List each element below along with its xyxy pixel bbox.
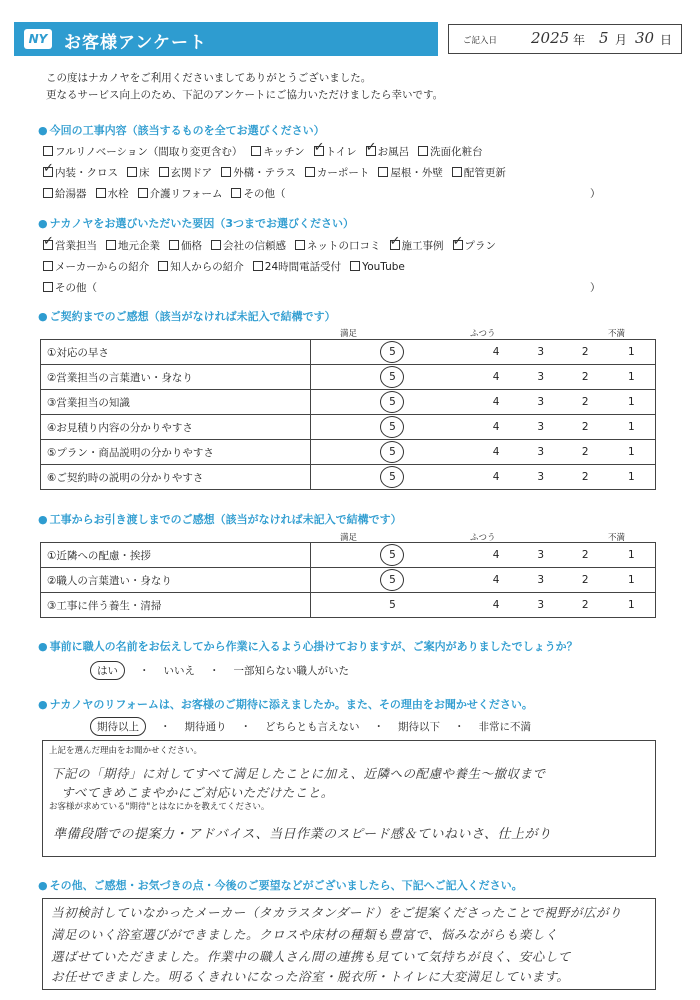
rating-value: 1 bbox=[627, 346, 635, 358]
checkbox-label: 内装・クロス bbox=[55, 167, 118, 179]
checkbox-option[interactable] bbox=[43, 165, 118, 180]
rating-value: 2 bbox=[581, 371, 589, 383]
rating-cell[interactable] bbox=[311, 543, 474, 568]
rating-cell[interactable] bbox=[563, 440, 608, 465]
rating-cell[interactable] bbox=[608, 340, 656, 365]
answer-option[interactable]: 一部知らない職人がいた bbox=[233, 665, 349, 677]
q2-row bbox=[43, 259, 414, 274]
date-day-unit: 日 bbox=[660, 33, 673, 47]
rating-cell[interactable] bbox=[608, 440, 656, 465]
checkbox[interactable] bbox=[253, 261, 263, 271]
checkbox-label: キッチン bbox=[263, 146, 305, 158]
contract-rating-table bbox=[40, 339, 656, 490]
checkbox-option[interactable] bbox=[378, 165, 443, 180]
rating-cell[interactable] bbox=[474, 568, 519, 593]
company-logo: NY bbox=[24, 29, 52, 49]
rating-cell[interactable] bbox=[518, 543, 563, 568]
checkbox-label: メーカーからの紹介 bbox=[55, 261, 150, 273]
rating-value: 5 bbox=[380, 544, 404, 566]
rating-item-label: ②職人の言葉遣い・身なり bbox=[41, 568, 311, 593]
checkbox-option[interactable] bbox=[43, 238, 97, 253]
rating-cell[interactable] bbox=[311, 415, 474, 440]
rating-item-label: ①対応の早さ bbox=[41, 340, 311, 365]
checkbox[interactable] bbox=[350, 261, 360, 271]
checkbox-option[interactable] bbox=[169, 238, 202, 253]
rating-cell[interactable] bbox=[518, 568, 563, 593]
rating-cell[interactable] bbox=[474, 390, 519, 415]
checkbox-option[interactable] bbox=[452, 165, 506, 180]
checkbox-label: ネットの口コミ bbox=[307, 240, 381, 252]
rating-cell[interactable] bbox=[608, 593, 656, 618]
checkbox-option[interactable] bbox=[253, 259, 341, 274]
checkbox-option[interactable] bbox=[43, 280, 97, 295]
section-construction-rating-title: ● 工事からお引き渡しまでのご感想（該当がなければ未記入で結構です） bbox=[38, 511, 402, 527]
rating-cell[interactable] bbox=[311, 440, 474, 465]
rating-item-label: ③営業担当の知識 bbox=[41, 390, 311, 415]
rating-cell[interactable] bbox=[608, 568, 656, 593]
construction-rating-table bbox=[40, 542, 656, 618]
rating-item-label: ④お見積り内容の分かりやすさ bbox=[41, 415, 311, 440]
rating-cell[interactable] bbox=[563, 340, 608, 365]
rating-value: 4 bbox=[492, 471, 500, 483]
rating-value: 1 bbox=[627, 396, 635, 408]
scale-mid: ふつう bbox=[470, 533, 496, 543]
checkbox[interactable] bbox=[378, 167, 388, 177]
checkbox-label: 営業担当 bbox=[55, 240, 97, 252]
checkbox-option[interactable] bbox=[127, 165, 150, 180]
checkbox-option[interactable] bbox=[305, 165, 370, 180]
rating-cell[interactable] bbox=[474, 340, 519, 365]
checkbox[interactable] bbox=[295, 240, 305, 250]
rating-row bbox=[41, 365, 656, 390]
rating-cell[interactable] bbox=[311, 568, 474, 593]
option-separator: ・ bbox=[139, 665, 150, 677]
rating-cell[interactable] bbox=[518, 415, 563, 440]
checkbox-option[interactable] bbox=[96, 186, 129, 201]
date-field[interactable] bbox=[448, 24, 682, 54]
rating-cell[interactable] bbox=[608, 365, 656, 390]
checkbox-label: YouTube bbox=[362, 261, 405, 273]
rating-value: 3 bbox=[537, 396, 545, 408]
checkbox[interactable] bbox=[366, 146, 376, 156]
rating-cell[interactable] bbox=[518, 365, 563, 390]
checkbox-option[interactable] bbox=[138, 186, 223, 201]
checkbox-label: 価格 bbox=[181, 240, 202, 252]
checkbox-option[interactable] bbox=[158, 259, 244, 274]
rating-cell[interactable] bbox=[474, 543, 519, 568]
checkbox[interactable] bbox=[390, 240, 400, 250]
rating-row bbox=[41, 390, 656, 415]
rating-value: 1 bbox=[627, 549, 635, 561]
intro-line: この度はナカノヤをご利用くださいましてありがとうございました。 bbox=[46, 72, 372, 84]
scale-mid: ふつう bbox=[470, 329, 496, 339]
rating-cell[interactable] bbox=[518, 593, 563, 618]
rating-cell[interactable] bbox=[474, 365, 519, 390]
section-comments-title: ● その他、ご感想・お気づきの点・今後のご要望などがございましたら、下記へご記入ください。 bbox=[38, 877, 523, 893]
rating-row bbox=[41, 415, 656, 440]
rating-row bbox=[41, 440, 656, 465]
checkbox[interactable] bbox=[221, 167, 231, 177]
checkbox[interactable] bbox=[231, 188, 241, 198]
rating-value: 5 bbox=[380, 391, 404, 413]
comment-line: お任せできました。明るくきれいになった浴室・脱衣所・トイレに大変満足しています。 bbox=[51, 969, 570, 984]
rating-cell[interactable] bbox=[311, 340, 474, 365]
date-label: ご記入日 bbox=[463, 36, 498, 46]
intro-text bbox=[46, 70, 443, 104]
rating-cell[interactable] bbox=[474, 415, 519, 440]
rating-value: 1 bbox=[627, 371, 635, 383]
rating-cell[interactable] bbox=[518, 465, 563, 490]
checkbox-option[interactable] bbox=[350, 261, 405, 273]
checkbox-option[interactable] bbox=[390, 238, 444, 253]
answer-option[interactable]: どちらとも言えない bbox=[265, 721, 360, 733]
rating-cell[interactable] bbox=[608, 465, 656, 490]
reason-label: 上記を選んだ理由をお聞かせください。 bbox=[49, 746, 203, 756]
answer-option[interactable]: いいえ bbox=[163, 665, 195, 677]
checkbox-label: 玄関ドア bbox=[170, 167, 213, 179]
rating-value: 2 bbox=[581, 346, 589, 358]
checkbox[interactable] bbox=[314, 146, 324, 156]
rating-value: 2 bbox=[581, 446, 589, 458]
rating-value: 5 bbox=[380, 366, 404, 388]
checkbox-label: 介護リフォーム bbox=[149, 188, 223, 200]
checkbox-label: 会社の信頼感 bbox=[223, 240, 286, 252]
checkbox-option[interactable] bbox=[295, 238, 381, 253]
checkbox[interactable] bbox=[453, 240, 463, 250]
rating-value: 2 bbox=[581, 471, 589, 483]
reason-text-line: すべてきめこまやかにご対応いただけたこと。 bbox=[61, 785, 334, 800]
option-separator: ・ bbox=[373, 721, 384, 733]
checkbox-option[interactable] bbox=[159, 165, 213, 180]
q5-options bbox=[90, 661, 363, 680]
date-day: 30 bbox=[635, 29, 655, 47]
checkbox-label: 外構・テラス bbox=[233, 167, 296, 179]
checkbox-option[interactable] bbox=[211, 238, 286, 253]
rating-item-label: ②営業担当の言葉遣い・身なり bbox=[41, 365, 311, 390]
rating-cell[interactable] bbox=[563, 390, 608, 415]
rating-value: 1 bbox=[627, 446, 635, 458]
rating-value: 3 bbox=[537, 471, 545, 483]
checkbox[interactable] bbox=[106, 240, 116, 250]
rating-cell[interactable] bbox=[563, 543, 608, 568]
rating-value: 3 bbox=[537, 446, 545, 458]
checkbox-label: 給湯器 bbox=[55, 188, 87, 200]
header bbox=[0, 22, 700, 56]
rating-value: 5 bbox=[389, 599, 396, 611]
checkbox[interactable] bbox=[452, 167, 462, 177]
checkbox-option[interactable] bbox=[43, 259, 149, 274]
option-separator: ・ bbox=[454, 721, 465, 733]
checkbox-option[interactable] bbox=[231, 186, 285, 201]
checkbox[interactable] bbox=[96, 188, 106, 198]
section-reasons-title: ● ナカノヤをお選びいただいた要因（3つまでお選びください） bbox=[38, 215, 354, 231]
rating-cell[interactable] bbox=[518, 340, 563, 365]
rating-value: 5 bbox=[380, 416, 404, 438]
rating-value: 3 bbox=[537, 346, 545, 358]
checkbox-option[interactable] bbox=[106, 238, 160, 253]
rating-value: 4 bbox=[492, 346, 500, 358]
rating-value: 3 bbox=[537, 599, 545, 611]
scale-high: 満足 bbox=[340, 329, 358, 339]
q1-row bbox=[43, 165, 515, 180]
q1-row bbox=[43, 186, 294, 201]
option-separator: ・ bbox=[209, 665, 220, 677]
checkbox-option[interactable] bbox=[453, 238, 497, 253]
rating-cell[interactable] bbox=[563, 568, 608, 593]
page-title: お客様アンケート bbox=[64, 33, 207, 53]
reason-box[interactable] bbox=[42, 740, 656, 857]
rating-value: 2 bbox=[581, 599, 589, 611]
scale-low: 不満 bbox=[608, 329, 626, 339]
rating-cell[interactable] bbox=[474, 593, 519, 618]
answer-option[interactable]: 非常に不満 bbox=[478, 721, 531, 733]
rating-item-label: ⑤プラン・商品説明の分かりやすさ bbox=[41, 440, 311, 465]
answer-option[interactable]: 期待通り bbox=[184, 721, 227, 733]
rating-value: 2 bbox=[581, 421, 589, 433]
rating-item-label: ①近隣への配慮・挨拶 bbox=[41, 543, 311, 568]
checkbox-label: 屋根・外壁 bbox=[390, 167, 443, 179]
section-contract-title: ● ご契約までのご感想（該当がなければ未記入で結構です） bbox=[38, 308, 336, 324]
checkbox-option[interactable] bbox=[314, 144, 357, 159]
checkbox-label: 洗面化粧台 bbox=[430, 146, 483, 158]
rating-value: 1 bbox=[627, 421, 635, 433]
rating-cell[interactable] bbox=[311, 390, 474, 415]
rating-value: 4 bbox=[492, 549, 500, 561]
checkbox[interactable] bbox=[158, 261, 168, 271]
answer-option[interactable]: 期待以下 bbox=[398, 721, 440, 733]
rating-value: 4 bbox=[492, 446, 500, 458]
rating-row bbox=[41, 543, 656, 568]
section-craftsman-title: ● 事前に職人の名前をお伝えしてから作業に入るよう心掛けておりますが、ご案内がありましたでしょうか？ bbox=[38, 638, 578, 654]
rating-value: 5 bbox=[380, 341, 404, 363]
q1-close-paren: ） bbox=[590, 188, 601, 200]
rating-value: 1 bbox=[627, 471, 635, 483]
section-construction-title: ● 今回の工事内容（該当するものを全てお選びください） bbox=[38, 122, 325, 138]
rating-cell[interactable] bbox=[563, 465, 608, 490]
q2-close-paren: ） bbox=[590, 282, 601, 294]
rating-row bbox=[41, 568, 656, 593]
title-bar bbox=[14, 22, 438, 56]
checkbox[interactable] bbox=[43, 146, 53, 156]
checkbox-label: 地元企業 bbox=[118, 240, 160, 252]
q2-row bbox=[43, 280, 106, 295]
q1-row bbox=[43, 144, 492, 159]
comments-box[interactable] bbox=[42, 898, 656, 990]
answer-option[interactable]: はい bbox=[90, 661, 125, 680]
checkbox[interactable] bbox=[169, 240, 179, 250]
rating-row bbox=[41, 465, 656, 490]
checkbox[interactable] bbox=[43, 188, 53, 198]
checkbox-label: プラン bbox=[464, 240, 496, 252]
rating-cell[interactable] bbox=[518, 440, 563, 465]
checkbox-label: 床 bbox=[139, 167, 150, 179]
section-expectation-title: ● ナカノヤのリフォームは、お客様のご期待に添えましたか。また、その理由をお聞かせください。 bbox=[38, 696, 533, 712]
rating-row bbox=[41, 593, 656, 618]
rating-cell[interactable] bbox=[608, 415, 656, 440]
rating-value: 3 bbox=[537, 549, 545, 561]
rating-value: 2 bbox=[581, 549, 589, 561]
comment-line: 当初検討していなかったメーカー（タカラスタンダード）をご提案くださったことで視野が広がり bbox=[51, 905, 622, 920]
rating-item-label: ⑥ご契約時の説明の分かりやすさ bbox=[41, 465, 311, 490]
rating-cell[interactable] bbox=[311, 593, 474, 618]
rating-cell[interactable] bbox=[311, 465, 474, 490]
rating-value: 4 bbox=[492, 599, 500, 611]
expectation-label: お客様が求めている"期待"とはなにかを教えてください。 bbox=[49, 802, 270, 812]
rating-value: 5 bbox=[380, 441, 404, 463]
checkbox-option[interactable] bbox=[43, 186, 87, 201]
checkbox[interactable] bbox=[305, 167, 315, 177]
date-month-unit: 月 bbox=[615, 33, 628, 47]
q2-row bbox=[43, 238, 505, 253]
rating-cell[interactable] bbox=[563, 365, 608, 390]
checkbox[interactable] bbox=[43, 282, 53, 292]
option-separator: ・ bbox=[240, 721, 251, 733]
checkbox-label: トイレ bbox=[325, 146, 357, 158]
checkbox[interactable] bbox=[43, 167, 53, 177]
checkbox-label: 知人からの紹介 bbox=[170, 261, 244, 273]
checkbox[interactable] bbox=[127, 167, 137, 177]
checkbox[interactable] bbox=[138, 188, 148, 198]
scale-low: 不満 bbox=[608, 533, 626, 543]
rating-cell[interactable] bbox=[474, 440, 519, 465]
comment-line: 選ばせていただきました。作業中の職人さん間の連携も見ていて気持ちが良く、安心して bbox=[51, 949, 571, 964]
rating-row bbox=[41, 340, 656, 365]
checkbox-option[interactable] bbox=[418, 144, 483, 159]
rating-cell[interactable] bbox=[518, 390, 563, 415]
date-year-unit: 年 bbox=[573, 33, 586, 47]
rating-value: 4 bbox=[492, 396, 500, 408]
checkbox-option[interactable] bbox=[366, 144, 410, 159]
rating-value: 1 bbox=[627, 574, 635, 586]
rating-cell[interactable] bbox=[563, 415, 608, 440]
q6-options bbox=[90, 717, 545, 736]
checkbox-label: その他（ bbox=[55, 282, 97, 294]
checkbox-label: フルリノベーション（間取り変更含む） bbox=[55, 146, 243, 158]
rating-value: 1 bbox=[627, 599, 635, 611]
checkbox-label: お風呂 bbox=[377, 146, 410, 158]
checkbox[interactable] bbox=[251, 146, 261, 156]
reason-text-line: 下記の「期待」に対してすべて満足したことに加え、近隣への配慮や養生〜撤収まで bbox=[51, 766, 546, 781]
rating-cell[interactable] bbox=[474, 465, 519, 490]
date-year: 2025 bbox=[531, 29, 570, 47]
rating-value: 2 bbox=[581, 396, 589, 408]
intro-line: 更なるサービス向上のため、下記のアンケートにご協力いただけましたら幸いです。 bbox=[46, 89, 444, 101]
rating-value: 4 bbox=[492, 421, 500, 433]
rating-value: 4 bbox=[492, 574, 500, 586]
checkbox-label: その他（ bbox=[243, 188, 286, 200]
checkbox-option[interactable] bbox=[43, 144, 242, 159]
checkbox[interactable] bbox=[43, 240, 53, 250]
rating-item-label: ③工事に伴う養生・清掃 bbox=[41, 593, 311, 618]
rating-value: 5 bbox=[380, 569, 404, 591]
checkbox[interactable] bbox=[43, 261, 53, 271]
checkbox-option[interactable] bbox=[221, 165, 296, 180]
rating-value: 3 bbox=[537, 574, 545, 586]
checkbox-label: 配管更新 bbox=[463, 167, 506, 179]
rating-value: 3 bbox=[537, 421, 545, 433]
expectation-text: 準備段階での提案力・アドバイス、当日作業のスピード感＆ていねいさ、仕上がり bbox=[53, 827, 552, 842]
rating-cell[interactable] bbox=[563, 593, 608, 618]
rating-value: 2 bbox=[581, 574, 589, 586]
rating-value: 4 bbox=[492, 371, 500, 383]
comment-line: 満足のいく浴室選びができました。クロスや床材の種類も豊富で、悩みながらも楽しく bbox=[51, 927, 558, 942]
checkbox-label: 水栓 bbox=[107, 188, 129, 200]
checkbox-option[interactable] bbox=[251, 144, 304, 159]
rating-value: 5 bbox=[380, 466, 404, 488]
scale-high: 満足 bbox=[340, 533, 358, 543]
answer-option[interactable]: 期待以上 bbox=[90, 717, 146, 736]
rating-cell[interactable] bbox=[311, 365, 474, 390]
option-separator: ・ bbox=[160, 721, 171, 733]
checkbox[interactable] bbox=[159, 167, 169, 177]
rating-cell[interactable] bbox=[608, 390, 656, 415]
rating-value: 3 bbox=[537, 371, 545, 383]
checkbox-label: 施工事例 bbox=[401, 240, 444, 252]
checkbox[interactable] bbox=[211, 240, 221, 250]
date-month: 5 bbox=[599, 29, 609, 47]
rating-cell[interactable] bbox=[608, 543, 656, 568]
checkbox-label: カーポート bbox=[316, 167, 370, 179]
checkbox-label: 24時間電話受付 bbox=[264, 261, 342, 273]
checkbox[interactable] bbox=[418, 146, 428, 156]
